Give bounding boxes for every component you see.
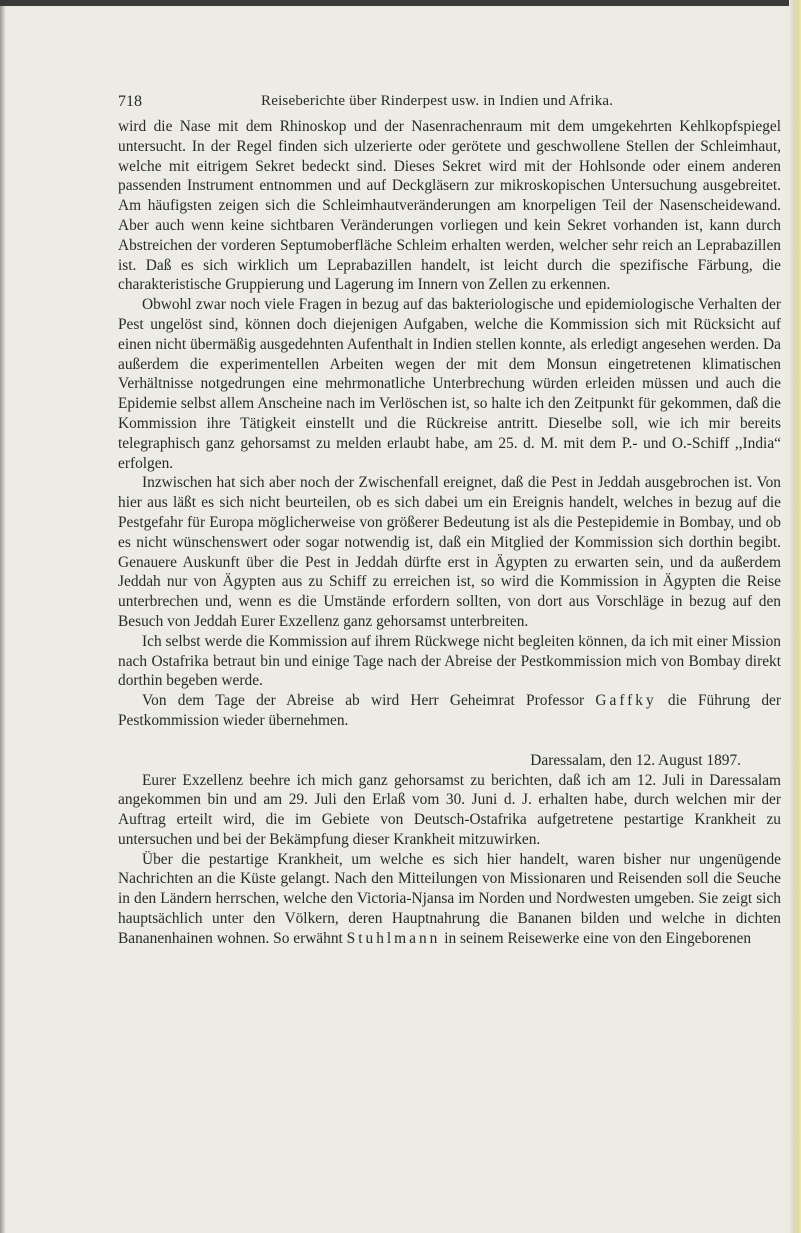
paragraph-7 <box>118 850 781 949</box>
paragraph-6: Eurer Exzellenz beehre ich mich ganz gehorsamst zu berichten, daß ich am 12. Juli in Daressalam angekommen bin und am 29. Juli den Erlaß vom 30. Juni d. J. erhalten habe, durch welchen mir der Auftrag erteilt wird, die im Gebiete von Deutsch-Ostafrika aufgetretene pestartige Krankheit zu untersuchen und bei der Bekämpfung dieser Krankheit mitzuwirken. <box>118 771 781 848</box>
page-header <box>118 90 781 114</box>
person-name-stuhlmann: Stuhlmann <box>346 929 441 947</box>
paragraph-5 <box>118 691 781 731</box>
paragraph-5-end: die Führung der Pestkommission wieder übernehmen. <box>118 692 781 729</box>
page-left-edge <box>0 0 6 1233</box>
paragraph-5-start: Von dem Tage der Abreise ab wird Herr Geheimrat Professor <box>142 692 596 710</box>
paragraph-2: Obwohl zwar noch viele Fragen in bezug auf das bakteriologische und epidemiologische Verhalten der Pest ungelöst sind, können doch diejenigen Aufgaben, welche die Kommission sich mit Rücksicht auf einen nicht übermäßig ausgedehnten Aufenthalt in Indien stellen konnte, als erledigt angesehen werden. Da außerdem die experimentellen Arbeiten wegen der mit dem Monsun eingetretenen klimatischen Verhältnisse notgedrungen eine mehrmonatliche Unterbrechung würden erleiden müssen und auch die Epidemie selbst allem Anscheine nach im Verlöschen ist, so halte ich den Zeitpunkt für gekommen, daß die Kommission ihre Tätigkeit einstellt und die Rückreise antritt. Dieselbe soll, wie ich mir bereits telegraphisch ganz gehorsamst zu melden erlaubt habe, am 25. d. M. mit dem P.- und O.-Schiff ,,India“ erfolgen. <box>118 296 781 472</box>
paragraph-1: wird die Nase mit dem Rhinoskop und der Nasenrachenraum mit dem umgekehrten Kehlkopfspiegel untersucht. In der Regel finden sich ulzerierte oder gerötete und geschwollene Stellen der Schleimhaut, welche mit eitrigem Sekret bedeckt sind. Dieses Sekret wird mit der Hohlsonde oder einem anderen passenden Instrument entnommen und auf Deckgläsern zur mikroskopischen Untersuchung ausgebreitet. Am häufigsten zeigen sich die Schleimhautveränderungen am knorpeligen Teil der Nasenscheidewand. Aber auch wenn keine sichtbaren Veränderungen vorliegen und kein Sekret vorhanden ist, kann durch Abstreichen der vorderen Septumoberfläche Schleim erhalten werden, welcher sehr reich an Leprabazillen ist. Daß es sich wirklich um Leprabazillen handelt, ist leicht durch die spezifische Färbung, die charakteristische Gruppierung und Lagerung im Innern von Zellen zu erkennen. <box>118 118 781 294</box>
paragraph-7-end: in seinem Reisewerke eine von den Eingeborenen <box>440 929 752 947</box>
paragraph-4: Ich selbst werde die Kommission auf ihrem Rückwege nicht begleiten können, da ich mit einer Mission nach Ostafrika betraut bin und einige Tage nach der Abreise der Pestkommission mich von Bombay direkt dorthin begeben werde. <box>118 632 781 690</box>
paragraph-7-start: Über die pestartige Krankheit, um welche es sich hier handelt, waren bisher nur ungenügende Nachrichten an die Küste gelangt. Nach den Mitteilungen von Missionaren und Reisenden soll die Seuche in den Ländern herrschen, welche den Victoria-Njansa im Norden und Nordwesten umgeben. Sie zeigt sich hauptsächlich unter den Völkern, deren Hauptnahrung die Bananen bilden und welche in dichten Bananenhainen wohnen. So erwähnt <box>118 850 781 947</box>
page-top-border <box>0 0 801 6</box>
document-page <box>118 90 781 949</box>
letter-dateline: Daressalam, den 12. August 1897. <box>530 751 741 769</box>
page-number: 718 <box>118 93 142 110</box>
body-text <box>118 117 781 949</box>
running-title: Reiseberichte über Rinderpest usw. in Indien und Afrika. <box>261 93 614 109</box>
paragraph-3: Inzwischen hat sich aber noch der Zwischenfall ereignet, daß die Pest in Jeddah ausgebrochen ist. Von hier aus läßt es sich nicht beurteilen, ob es sich dabei um ein Ereignis handelt, welches in bezug auf die Pestgefahr für Europa möglicherweise von größerer Bedeutung ist als die Pestepidemie in Bombay, und ob es nicht wünschenswert oder sogar notwendig ist, daß ein Mitglied der Kommission sich dorthin begibt. Genauere Auskunft über die Pest in Jeddah dürfte erst in Ägypten zu erwarten sein, und da außerdem Jeddah nur von Ägypten aus zu Schiff zu erreichen ist, so wird die Kommission in Ägypten die Reise unterbrechen und, wenn es die Umstände erfordern sollten, von dort aus Vorschläge in bezug auf den Besuch von Jeddah Eurer Exzellenz ganz gehorsamst unterbreiten. <box>118 474 781 630</box>
person-name-gaffky: Gaffky <box>595 692 657 710</box>
book-spine-edge <box>789 0 801 1233</box>
